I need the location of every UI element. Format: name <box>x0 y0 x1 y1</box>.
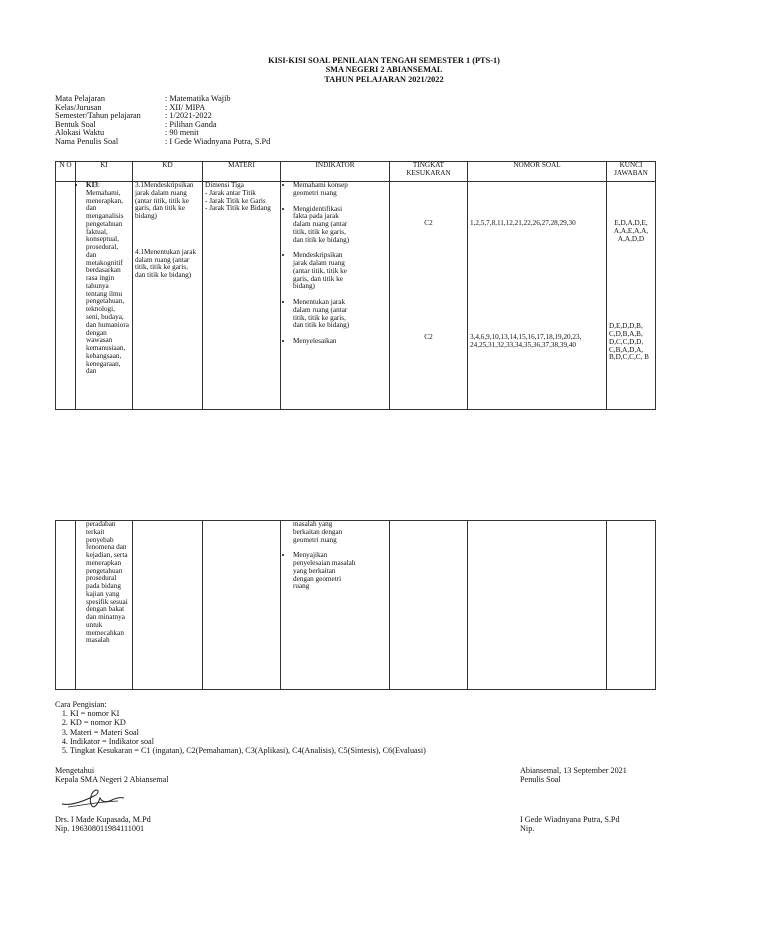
table-header-row <box>56 162 656 182</box>
note-item: 5. Tingkat Kesukaran = C1 (ingatan), C2(Pemahaman), C3(Aplikasi), C4(Analisis), C5(Sintesis), C6(Evaluasi) <box>70 746 426 755</box>
title-line-2: SMA NEGERI 2 ABIANSEMAL <box>325 65 443 75</box>
note-item: 3. Materi = Materi Soal <box>70 728 426 737</box>
info-label: Nama Penulis Soal <box>55 136 119 146</box>
info-row <box>55 94 270 103</box>
filling-notes <box>55 700 426 755</box>
header-tingkat: TINGKAT KESUKARAN <box>390 162 468 182</box>
info-label: Kelas/Jurusan <box>55 102 102 112</box>
info-row <box>55 103 270 112</box>
header-kd: KD <box>133 162 203 182</box>
cell-kd <box>133 182 203 410</box>
cell-tingkat <box>390 182 468 410</box>
cell-nomor <box>468 521 607 690</box>
indikator-item: • Mendeskripsikan jarak dalam ruang (antar titik, titik ke garis, dan titik ke bidang) <box>293 252 357 291</box>
document-title <box>0 56 768 84</box>
cell-materi <box>203 182 281 410</box>
cell-kunci <box>607 182 656 410</box>
info-label: Mata Pelajaran <box>55 94 105 103</box>
sig-left-name: Drs. I Made Kupasada, M.Pd <box>55 815 151 824</box>
kd-1: 3.1Mendeskripsikan jarak dalam ruang (antar titik, titik ke garis, dan titik ke bidang) <box>135 181 194 221</box>
notes-list <box>55 709 426 755</box>
header-materi: MATERI <box>203 162 281 182</box>
cell-materi <box>203 521 281 690</box>
info-row <box>55 111 270 120</box>
info-label: Semester/Tahun pelajaran <box>55 111 141 120</box>
materi-item: - Jarak Titik ke Garis <box>205 196 266 205</box>
info-value: : I Gede Wiadnyana Putra, S.Pd <box>165 136 271 146</box>
info-label: Bentuk Soal <box>55 119 96 129</box>
cell-indikator <box>281 521 390 690</box>
header-indikator: INDIKATOR <box>281 162 390 182</box>
signature-name-right <box>520 815 620 833</box>
kisi-kisi-table <box>55 161 656 410</box>
materi-item: - Jarak antar Titik <box>205 188 256 197</box>
header-nomor: NOMOR SOAL <box>468 162 607 182</box>
nomor-1: 1,2,5,7,8,11,12,21,22,26,27,28,29,30 <box>470 219 576 227</box>
cell-kd <box>133 521 203 690</box>
cell-no <box>56 521 76 690</box>
indikator-item: • Menentukan jarak dalam ruang (antar titik, titik ke garis, dan titik ke bidang) <box>293 299 357 330</box>
sig-left-line1: Mengetahui <box>55 766 95 775</box>
kisi-kisi-table-continued <box>55 520 656 690</box>
signature-block-right <box>520 766 627 784</box>
sig-right-line1: Abiansemal, 13 September 2021 <box>520 766 627 775</box>
indikator-item: • Menyajikan penyelesaian masalah yang berkaitan dengan geometri ruang <box>293 552 357 591</box>
header-ki: KI <box>76 162 133 182</box>
materi-title: Dimensi Tiga <box>205 181 244 189</box>
info-value: : Matematika Wajib <box>165 94 231 103</box>
cell-ki <box>76 182 133 410</box>
info-value: : 1/2021-2022 <box>165 111 212 120</box>
note-item: 4. Indikator = Indikator soal <box>70 737 426 746</box>
sig-right-name: I Gede Wiadnyana Putra, S.Pd <box>520 815 620 824</box>
sig-left-nip: Nip. 196308011984111001 <box>55 824 145 834</box>
info-value: : 90 menit <box>165 128 199 137</box>
sig-right-nip: Nip. <box>520 824 535 834</box>
signature-block-left <box>55 766 169 784</box>
tingkat-2: C2 <box>424 332 433 341</box>
sig-right-line2: Penulis Soal <box>520 775 561 785</box>
indikator-item: • Memahami konsep geometri ruang <box>293 182 357 198</box>
note-item: 2. KD = nomor KD <box>70 718 426 727</box>
materi-item: - Jarak Titik ke Bidang <box>205 204 271 213</box>
sig-left-line2: Kepala SMA Negeri 2 Abiansemal <box>55 775 169 785</box>
header-no: N O <box>56 162 76 182</box>
kunci-2: D,E,D,D,B, C,D,B,A,B, D,C,C,D,D, C,B,A,D,A, B,D,C,C,C, B <box>609 322 649 362</box>
ki-text-continued: peradaban terkait penyebab fenomena dan kejadian, serta menerapkan pengetahuan prosedural pada bidang kajian yang spesifik sesuai dengan bakat dan minatnya untuk memecahkan masalah <box>86 520 128 645</box>
kunci-1: E,D,A,D,E, A,A,E,A,A, A,A,D,D <box>613 219 649 243</box>
cell-indikator <box>281 182 390 410</box>
note-item: 1. KI = nomor KI <box>70 709 426 718</box>
indikator-item-continued: masalah yang berkaitan dengan geometri ruang <box>293 520 343 544</box>
info-value: : Pilihan Ganda <box>165 119 217 129</box>
info-block <box>55 94 270 145</box>
cell-tingkat <box>390 521 468 690</box>
info-label: Alokasi Waktu <box>55 128 105 137</box>
kd-2: 4.1Menentukan jarak dalam ruang (antar titik, titik ke garis, dan titik ke bidang) <box>135 247 197 280</box>
handwritten-signature <box>58 786 128 814</box>
nomor-2: 3,4,6,9,10,13,14,15,16,17,18,19,20,23, 24,25,31,32,33,34,35,36,37,38,39,40 <box>470 332 582 349</box>
cell-ki <box>76 521 133 690</box>
info-row <box>55 120 270 129</box>
signature-name-left <box>55 815 151 833</box>
title-line-1: KISI-KISI SOAL PENILAIAN TENGAH SEMESTER 1 (PTS-1) <box>268 56 500 65</box>
table-row <box>56 521 656 690</box>
cell-nomor <box>468 182 607 410</box>
cell-kunci <box>607 521 656 690</box>
ki-text: : Memahami, menerapkan, dan menganalisis pengetahuan faktual, konseptual, prosedural, dan metakognitif berdasarkan rasa ingin tahunya tentang ilmu pengetahuan, teknologi, seni, budaya, dan humaniora dengan wawasan kemanusiaan, kebangsaan, kenegaraan, dan <box>86 181 129 376</box>
title-line-3: TAHUN PELAJARAN 2021/2022 <box>324 74 444 84</box>
notes-title: Cara Pengisian: <box>55 700 107 709</box>
tingkat-1: C2 <box>424 219 433 227</box>
info-row <box>55 137 270 146</box>
table-row <box>56 182 656 410</box>
ki-label: KI3 <box>86 181 98 189</box>
indikator-item: • Mengidentifikasi fakta pada jarak dalam ruang (antar titik, titik ke garis, dan titik ke bidang) <box>293 206 357 245</box>
header-kunci: KUNCI JAWABAN <box>607 162 656 182</box>
cell-no <box>56 182 76 410</box>
indikator-item: • Menyelesaikan <box>293 338 357 346</box>
info-value: : XII/ MIPA <box>165 102 206 112</box>
info-row <box>55 128 270 137</box>
